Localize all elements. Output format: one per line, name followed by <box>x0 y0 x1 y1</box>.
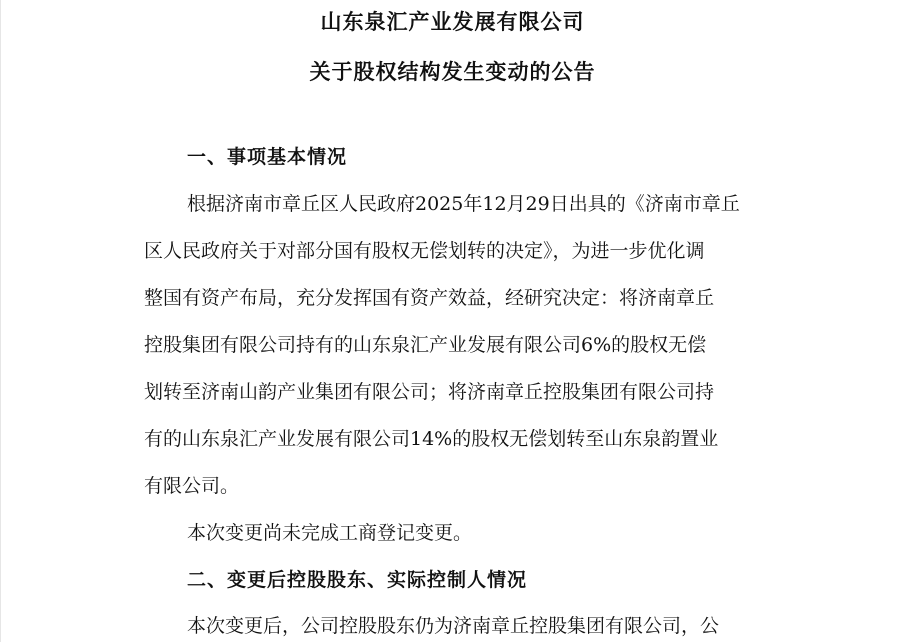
document-title-subject: 关于股权结构发生变动的公告 <box>309 60 596 84</box>
section1-heading: 一、事项基本情况 <box>187 146 348 168</box>
section1-paragraph-line: 有的山东泉汇产业发展有限公司14%的股权无偿划转至山东泉韵置业 <box>144 428 719 450</box>
section1-paragraph-line: 区人民政府关于对部分国有股权无偿划转的决定》，为进一步优化调 <box>144 240 705 262</box>
section1-paragraph-line: 根据济南市章丘区人民政府2025年12月29日出具的《济南市章丘 <box>187 193 740 215</box>
section1-paragraph-line: 控股集团有限公司持有的山东泉汇产业发展有限公司6%的股权无偿 <box>144 334 707 356</box>
section1-paragraph-line: 划转至济南山韵产业集团有限公司；将济南章丘控股集团有限公司持 <box>144 381 715 403</box>
section1-paragraph-line: 整国有资产布局，充分发挥国有资产效益，经研究决定：将济南章丘 <box>144 287 715 309</box>
section2-paragraph-line: 本次变更后，公司控股股东仍为济南章丘控股集团有限公司，公 <box>187 615 720 637</box>
section1-paragraph-line: 有限公司。 <box>144 475 240 497</box>
document-title-company: 山东泉汇产业发展有限公司 <box>320 10 585 34</box>
section1-paragraph2: 本次变更尚未完成工商登记变更。 <box>187 522 473 544</box>
section2-heading: 二、变更后控股股东、实际控制人情况 <box>187 569 528 591</box>
